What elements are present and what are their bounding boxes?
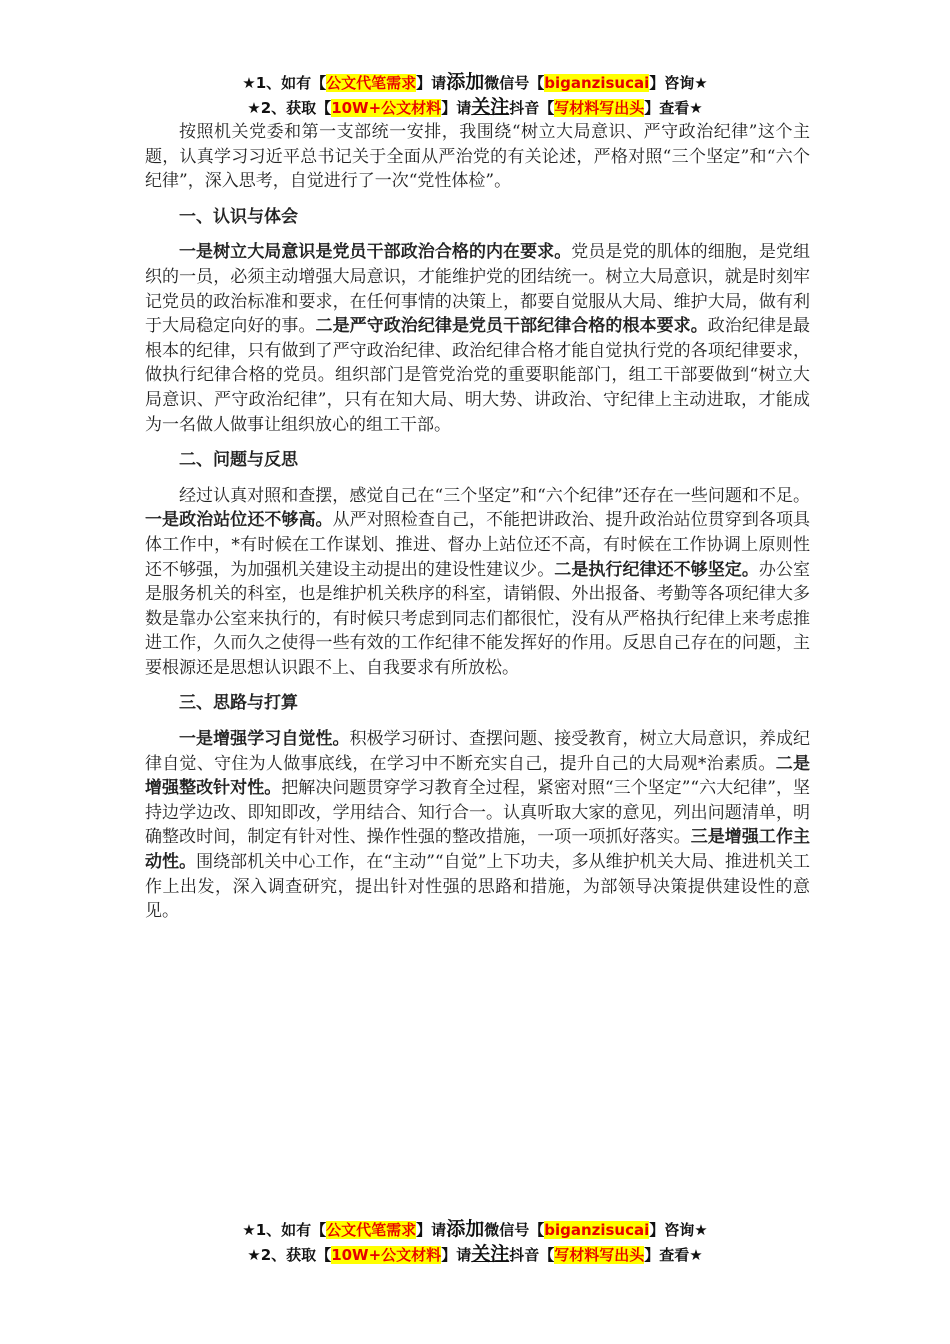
footer-line-2: ★2、获取【10W+公文材料】请关注抖音【写材料写出头】查看★ — [247, 1243, 703, 1265]
section-heading-1: 一、认识与体会 — [179, 206, 298, 227]
section-heading-3: 三、思路与打算 — [179, 693, 298, 714]
section-3-paragraph: 一是增强学习自觉性。积极学习研讨、查摆问题、接受教育，树立大局意识，养成纪律自觉、守住为人做事底线，在学习中不断充实自己，提升自己的大局观*治素质。二是增强整改针对性。把解决问题贯穿学习教育全过程，紧密对照“三个坚定”“六大纪律”，坚持边学边改、即知即改，学用结合、知行合一。认真听取大家的意见，列出问题清单，明确整改时间，制定有针对性、操作性强的整改措施，一项一项抓好落实。三是增强工作主动性。围绕部机关中心工作，在“主动”“自觉”上下功夫，多从维护机关大局、推进机关工作上出发，深入调查研究，提出针对性强的思路和措施，为部领导决策提供建设性的意见。 — [145, 729, 811, 922]
banner-line-1: ★1、如有【公文代笔需求】请添加微信号【biganzisucai】咨询★ — [242, 71, 708, 93]
document-body — [145, 120, 810, 935]
section-2-paragraph: 经过认真对照和查摆，感觉自己在“三个坚定”和“六个纪律”还存在一些问题和不足。一是政治站位还不够高。从严对照检查自己，不能把讲政治、提升政治站位贯穿到各项具体工作中，*有时候在工作谋划、推进、督办上站位还不高，有时候在工作协调上原则性还不够强，为加强机关建设主动提出的建设性建议少。二是执行纪律还不够坚定。办公室是服务机关的科室，也是维护机关秩序的科室，请销假、外出报备、考勤等各项纪律大多数是靠办公室来执行的，有时候只考虑到同志们都很忙，没有从严格执行纪律上来考虑推进工作，久而久之使得一些有效的工作纪律不能发挥好的作用。反思自己存在的问题，主要根源还是思想认识跟不上、自我要求有所放松。 — [145, 485, 811, 678]
highlight-materials: 10W+公文材料 — [331, 99, 442, 117]
footer-banner — [0, 1217, 950, 1267]
highlight-service: 公文代笔需求 — [326, 74, 417, 92]
intro-paragraph: 按照机关党委和第一支部统一安排，我围绕“树立大局意识、严守政治纪律”这个主题，认真学习习近平总书记关于全面从严治党的有关论述，严格对照“三个坚定”和“六个纪律”，深入思考，自觉进行了一次“党性体检”。 — [145, 122, 810, 192]
footer-line-1: ★1、如有【公文代笔需求】请添加微信号【biganzisucai】咨询★ — [242, 1218, 708, 1240]
highlight-douyin: 写材料写出头 — [554, 99, 645, 117]
section-1-paragraph: 一是树立大局意识是党员干部政治合格的内在要求。党员是党的肌体的细胞，是党组织的一员，必须主动增强大局意识，才能维护党的团结统一。树立大局意识，就是时刻牢记党员的政治标准和要求，在任何事情的决策上，都要自觉服从大局、维护大局，做有利于大局稳定向好的事。二是严守政治纪律是党员干部纪律合格的根本要求。政治纪律是最根本的纪律，只有做到了严守政治纪律、政治纪律合格才能自觉执行党的各项纪律要求，做执行纪律合格的党员。组织部门是管党治党的重要职能部门，组工干部要做到“树立大局意识、严守政治纪律”，只有在知大局、明大势、讲政治、守纪律上主动进取，才能成为一名做人做事让组织放心的组工干部。 — [145, 242, 811, 435]
banner-line-2: ★2、获取【10W+公文材料】请关注抖音【写材料写出头】查看★ — [247, 96, 703, 118]
highlight-wechat-id: biganzisucai — [544, 74, 650, 92]
section-heading-2: 二、问题与反思 — [179, 450, 298, 471]
header-banner — [0, 70, 950, 120]
